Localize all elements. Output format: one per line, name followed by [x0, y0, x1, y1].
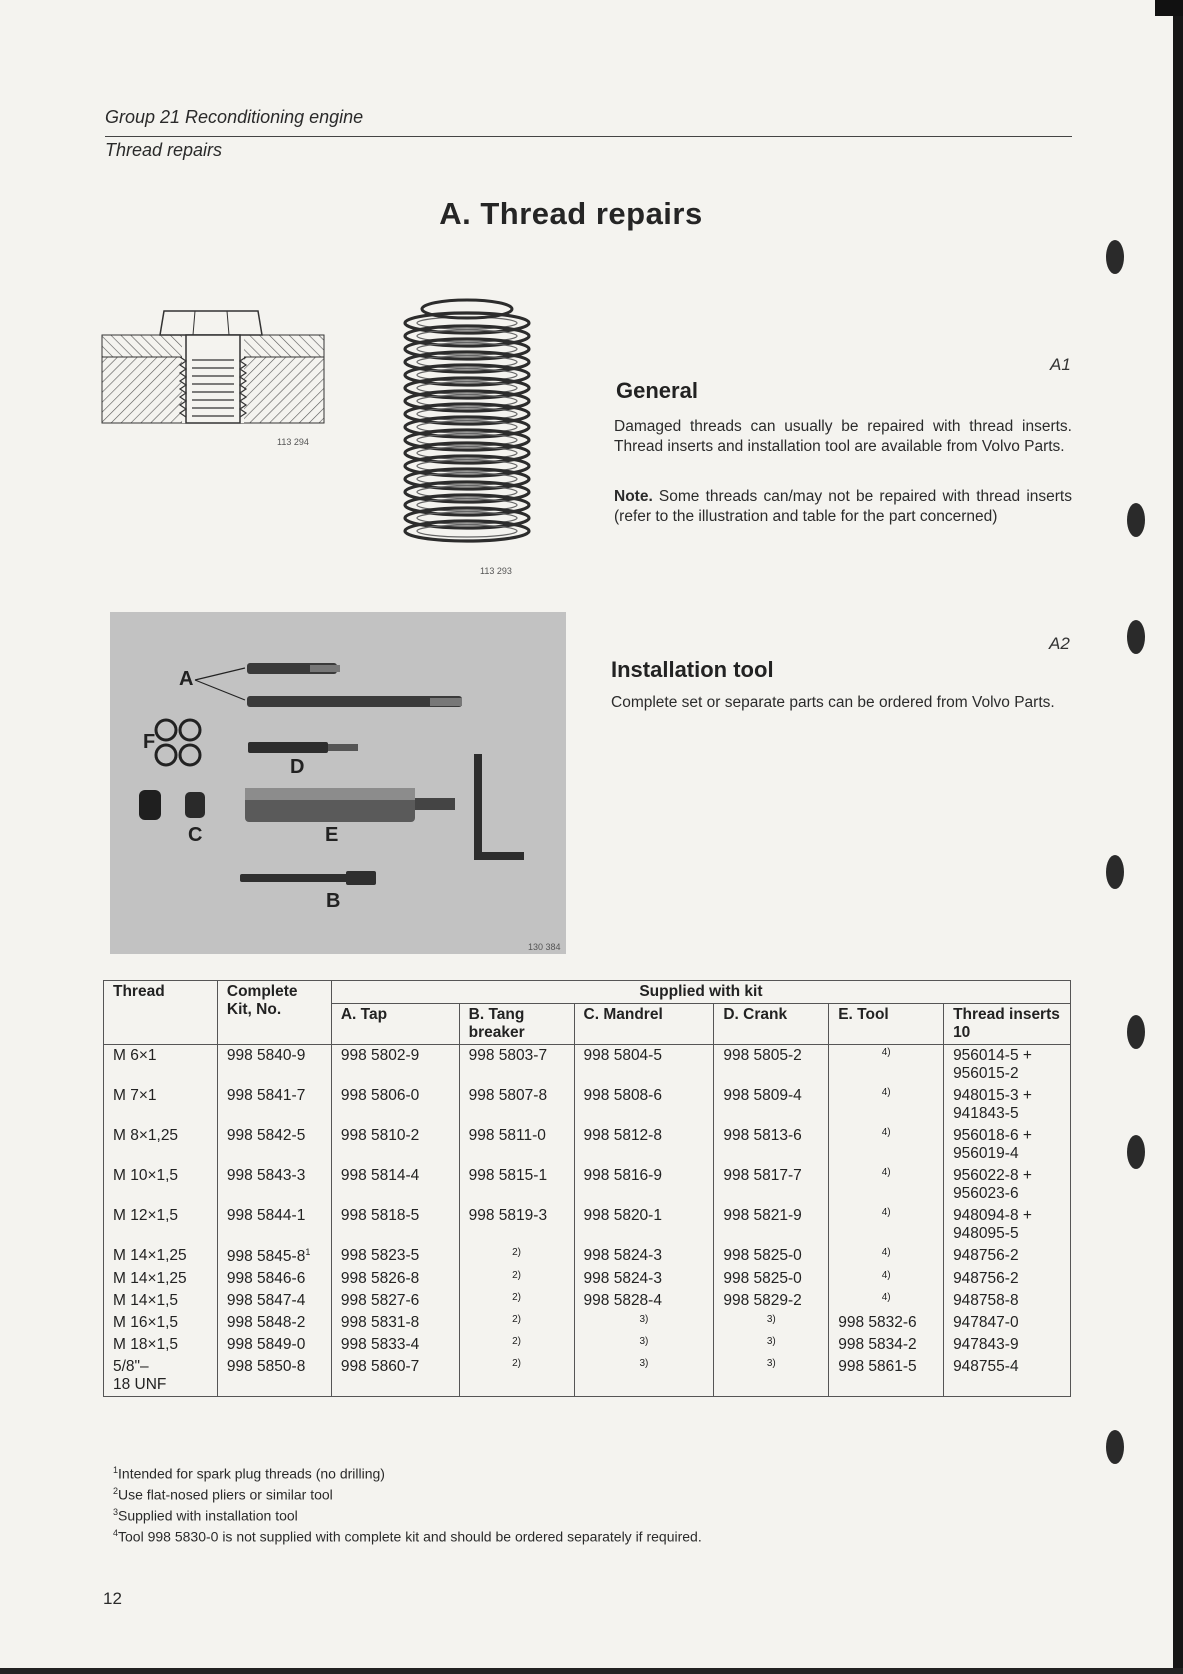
cell-thread [104, 1125, 218, 1165]
insert-part: 947847-0 [953, 1314, 1019, 1332]
cell-crank [714, 1356, 829, 1397]
cell-crank [714, 1205, 829, 1245]
table-row [104, 1312, 1071, 1334]
table-row [104, 1268, 1071, 1290]
cell-tap [331, 1165, 459, 1205]
section-code-a2: A2 [1049, 634, 1070, 653]
cell-kit [217, 1356, 331, 1397]
cell-value: 2) [512, 1247, 522, 1258]
cell-kit [217, 1334, 331, 1356]
cell-value: M 18×1,5 [113, 1336, 179, 1354]
cell-tang [459, 1205, 574, 1245]
figure-number-bolt: 113 294 [277, 437, 309, 447]
binder-hole [1127, 1135, 1145, 1169]
insert-part: 956014-5 + [953, 1047, 1032, 1064]
footnote-3-mark: 3 [113, 1507, 119, 1517]
cell-thread [104, 1290, 218, 1312]
cell-value: 998 5826-8 [340, 1270, 420, 1288]
cell-tang [459, 1085, 574, 1125]
cell-kit [217, 1268, 331, 1290]
binder-hole [1106, 1430, 1124, 1464]
cell-value: 998 5809-4 [723, 1087, 802, 1104]
cell-tang [459, 1312, 574, 1334]
footnote-2-mark: 2 [113, 1486, 119, 1496]
coil-insert-illustration [392, 295, 542, 560]
figure-number-coil: 113 293 [480, 566, 512, 576]
cell-value: 998 5810-2 [340, 1127, 420, 1144]
cell-value: 998 5815-1 [468, 1167, 548, 1184]
cell-value: 998 5817-7 [723, 1167, 802, 1184]
cell-tap [331, 1268, 459, 1290]
cell-thread [104, 1205, 218, 1245]
binder-hole [1106, 240, 1124, 274]
cell-tool [829, 1268, 944, 1290]
page-edge-corner [1155, 0, 1183, 16]
note-label: Note. [614, 488, 653, 505]
cell-mandrel [574, 1165, 714, 1205]
cell-tool [829, 1045, 944, 1086]
header-tang-breaker: B. Tang breaker [459, 1004, 574, 1045]
cell-value: 998 5807-8 [468, 1087, 548, 1104]
cell-value: 998 5823-5 [340, 1247, 420, 1264]
cell-value: 998 5840-9 [226, 1047, 306, 1064]
cell-tap [331, 1085, 459, 1125]
thread-kit-table [103, 980, 1071, 1397]
cell-mandrel [574, 1268, 714, 1290]
insert-part: 948094-8 + [953, 1207, 1032, 1224]
cell-value: 998 5802-9 [340, 1047, 420, 1064]
header-crank: D. Crank [714, 1004, 829, 1045]
cell-kit [217, 1045, 331, 1086]
table-row [104, 1245, 1071, 1268]
insert-part: 956018-6 + [953, 1127, 1032, 1144]
cell-value: 998 5813-6 [723, 1127, 802, 1144]
insert-part: 941843-5 [953, 1105, 1019, 1122]
cell-kit [217, 1165, 331, 1205]
cell-tang [459, 1245, 574, 1268]
cell-tang [459, 1165, 574, 1205]
cell-tool [829, 1165, 944, 1205]
cell-tang [459, 1334, 574, 1356]
cell-value: 998 5828-4 [583, 1292, 662, 1310]
cell-tap [331, 1245, 459, 1268]
cell-mandrel [574, 1085, 714, 1125]
cell-value: 998 5844-1 [226, 1207, 306, 1224]
footnote-2 [113, 1486, 333, 1503]
cell-thread [104, 1334, 218, 1356]
cell-value: 998 5833-4 [340, 1336, 420, 1354]
footnote-3 [113, 1507, 298, 1524]
insert-part: 956022-8 + [953, 1167, 1032, 1184]
cell-value: 998 5841-7 [226, 1087, 306, 1104]
cell-tool [829, 1085, 944, 1125]
cell-value: 998 5825-0 [723, 1247, 802, 1264]
cell-crank [714, 1165, 829, 1205]
cell-kit [217, 1312, 331, 1334]
cell-kit [217, 1245, 331, 1268]
cell-value: 2) [512, 1270, 522, 1282]
footnote-2-text: Use flat-nosed pliers or similar tool [118, 1486, 333, 1503]
thread-line: 5/8"– [113, 1358, 149, 1376]
section-code-a1: A1 [1050, 355, 1071, 374]
cell-tap [331, 1290, 459, 1312]
cell-thread [104, 1312, 218, 1334]
insert-part: 947843-9 [953, 1336, 1019, 1354]
cell-inserts [944, 1205, 1071, 1245]
cell-inserts [944, 1334, 1071, 1356]
cell-inserts [944, 1245, 1071, 1268]
cell-value: M 14×1,25 [113, 1270, 187, 1288]
cell-crank [714, 1125, 829, 1165]
footnote-3-text: Supplied with installation tool [118, 1507, 298, 1524]
note-text: Some threads can/may not be repaired with thread inserts (refer to the illustration and table for the part concerned) [614, 488, 1072, 525]
table-row [104, 1290, 1071, 1312]
cell-tap [331, 1334, 459, 1356]
cell-mandrel [574, 1312, 714, 1334]
cell-inserts [944, 1045, 1071, 1086]
cell-value: 998 5818-5 [340, 1207, 420, 1224]
cell-tool [829, 1334, 944, 1356]
table-row [104, 1334, 1071, 1356]
cell-value: M 14×1,5 [113, 1292, 179, 1310]
tool-kit-photo [110, 612, 566, 954]
cell-value: 998 5806-0 [340, 1087, 420, 1104]
general-body: Damaged threads can usually be repaired with thread inserts. Thread inserts and installation tool are available from Volvo Parts. [614, 418, 1072, 455]
thread-line: 18 UNF [113, 1376, 167, 1394]
page-number: 12 [103, 1589, 122, 1608]
page-bottom-edge [0, 1668, 1183, 1674]
cell-crank [714, 1290, 829, 1312]
cell-value: 998 5824-3 [583, 1247, 662, 1264]
cell-inserts [944, 1356, 1071, 1397]
cell-value: 998 5832-6 [838, 1314, 917, 1332]
cell-value: M 14×1,25 [113, 1247, 187, 1264]
general-note [614, 487, 1072, 527]
cell-mandrel [574, 1125, 714, 1165]
figure-number-photo: 130 384 [528, 942, 561, 952]
cell-value: 998 5819-3 [468, 1207, 548, 1224]
cell-thread [104, 1045, 218, 1086]
footnote-1-text: Intended for spark plug threads (no drilling) [118, 1465, 385, 1482]
cell-value: 4) [881, 1087, 891, 1098]
insert-part: 956019-4 [953, 1145, 1019, 1162]
cell-inserts [944, 1085, 1071, 1125]
cell-crank [714, 1334, 829, 1356]
cell-thread [104, 1085, 218, 1125]
cell-tap [331, 1045, 459, 1086]
cell-value: M 8×1,25 [113, 1127, 179, 1144]
table-row [104, 1165, 1071, 1205]
photo-label-f: F [143, 731, 156, 753]
photo-label-e: E [325, 824, 339, 846]
cell-value: 998 5803-7 [468, 1047, 548, 1064]
header-complete-kit: Complete Kit, No. [217, 981, 331, 1045]
cell-value: 998 5843-3 [226, 1167, 306, 1184]
binder-hole [1127, 620, 1145, 654]
header-thread: Thread [104, 981, 218, 1045]
table-row [104, 1085, 1071, 1125]
table-row [104, 1045, 1071, 1086]
header-mandrel: C. Mandrel [574, 1004, 714, 1045]
cell-tap [331, 1125, 459, 1165]
header-tool: E. Tool [829, 1004, 944, 1045]
cell-kit [217, 1205, 331, 1245]
page-title: A. Thread repairs [439, 196, 703, 231]
cell-tool [829, 1125, 944, 1165]
insert-part: 948015-3 + [953, 1087, 1032, 1104]
cell-value: M 10×1,5 [113, 1167, 179, 1184]
cell-kit [217, 1290, 331, 1312]
insert-part: 956015-2 [953, 1065, 1019, 1082]
cell-value: 998 5825-0 [723, 1270, 802, 1288]
section-title-general: General [616, 378, 698, 403]
table-body [104, 1045, 1071, 1397]
cell-inserts [944, 1312, 1071, 1334]
binder-hole [1127, 503, 1145, 537]
cell-value: 4) [881, 1127, 891, 1138]
cell-value: 998 5845-8 [226, 1248, 306, 1266]
cell-value: 2) [512, 1292, 522, 1304]
cell-value: 2) [512, 1358, 522, 1370]
header-thread-inserts: Thread inserts 10 [944, 1004, 1071, 1045]
cell-value: 3) [639, 1314, 649, 1326]
cell-crank [714, 1245, 829, 1268]
insert-part: 948755-4 [953, 1358, 1019, 1376]
cell-value: 3) [766, 1358, 776, 1370]
insert-part: 948756-2 [953, 1247, 1019, 1264]
cell-value: 4) [881, 1167, 891, 1178]
cell-value: 4) [881, 1047, 891, 1058]
coil-tang [422, 300, 512, 318]
cell-value: 3) [766, 1336, 776, 1348]
page-edge [1173, 0, 1183, 1674]
cell-tap [331, 1205, 459, 1245]
cell-value: 998 5816-9 [583, 1167, 662, 1184]
cell-tang [459, 1268, 574, 1290]
cell-crank [714, 1045, 829, 1086]
cell-value: M 12×1,5 [113, 1207, 179, 1224]
cell-value: 998 5842-5 [226, 1127, 306, 1144]
cell-value: 998 5831-8 [340, 1314, 420, 1332]
cell-kit [217, 1125, 331, 1165]
table-row [104, 1125, 1071, 1165]
cell-value: 998 5829-2 [723, 1292, 802, 1310]
insert-part: 956023-6 [953, 1185, 1019, 1202]
footnote-4-mark: 4 [113, 1528, 119, 1538]
cell-crank [714, 1268, 829, 1290]
section-title-installation-tool: Installation tool [611, 657, 774, 682]
cell-value: M 6×1 [113, 1047, 157, 1064]
header-tap: A. Tap [331, 1004, 459, 1045]
photo-label-a: A [179, 668, 194, 690]
cell-value: 998 5848-2 [226, 1314, 306, 1332]
photo-label-c: C [188, 824, 203, 846]
cell-tang [459, 1045, 574, 1086]
footnote-1-mark: 1 [113, 1465, 119, 1475]
cell-mandrel [574, 1334, 714, 1356]
cell-tang [459, 1290, 574, 1312]
cell-thread [104, 1245, 218, 1268]
cell-value: 998 5834-2 [838, 1336, 917, 1354]
insert-part: 948756-2 [953, 1270, 1019, 1288]
cell-value: 2) [512, 1314, 522, 1326]
insert-part: 948095-5 [953, 1225, 1019, 1242]
cell-value: M 16×1,5 [113, 1314, 179, 1332]
cell-inserts [944, 1125, 1071, 1165]
cell-tool [829, 1290, 944, 1312]
cell-value: 998 5850-8 [226, 1358, 306, 1376]
cell-value: 998 5846-6 [226, 1270, 306, 1288]
cell-tang [459, 1125, 574, 1165]
cell-value: 998 5808-6 [583, 1087, 662, 1104]
cell-mandrel [574, 1045, 714, 1086]
cell-value: 4) [881, 1270, 891, 1282]
cell-value: 4) [881, 1247, 891, 1258]
cell-inserts [944, 1290, 1071, 1312]
table-row [104, 1205, 1071, 1245]
cell-kit [217, 1085, 331, 1125]
cell-tang [459, 1356, 574, 1397]
cell-value: 4) [881, 1207, 891, 1218]
footnote-1 [113, 1465, 385, 1482]
cell-value: 2) [512, 1336, 522, 1348]
binder-hole [1106, 855, 1124, 889]
cell-tap [331, 1356, 459, 1397]
cell-value: 998 5861-5 [838, 1358, 917, 1376]
cell-tool [829, 1312, 944, 1334]
cell-value: 998 5824-3 [583, 1270, 662, 1288]
cell-value: 998 5805-2 [723, 1047, 802, 1064]
header-section: Thread repairs [105, 140, 223, 160]
cell-mandrel [574, 1245, 714, 1268]
table-row [104, 1356, 1071, 1397]
cell-value: 998 5820-1 [583, 1207, 662, 1224]
cell-crank [714, 1312, 829, 1334]
cell-value: 998 5847-4 [226, 1292, 306, 1310]
cell-thread [104, 1165, 218, 1205]
cell-tool [829, 1356, 944, 1397]
bolt-illustration [100, 295, 330, 445]
cell-tap [331, 1312, 459, 1334]
binder-hole [1127, 1015, 1145, 1049]
header-supplied-with-kit: Supplied with kit [331, 981, 1070, 1004]
cell-value: 998 5814-4 [340, 1167, 420, 1184]
cell-value: 998 5827-6 [340, 1292, 420, 1310]
cell-value: 998 5860-7 [340, 1358, 420, 1376]
cell-crank [714, 1085, 829, 1125]
cell-value: 998 5811-0 [468, 1127, 546, 1144]
cell-value: 3) [639, 1358, 649, 1370]
insert-part: 948758-8 [953, 1292, 1019, 1310]
header-group: Group 21 Reconditioning engine [105, 107, 364, 127]
installation-body: Complete set or separate parts can be ordered from Volvo Parts. [611, 694, 1055, 711]
cell-value: 4) [881, 1292, 891, 1304]
cell-thread [104, 1268, 218, 1290]
cell-mandrel [574, 1205, 714, 1245]
cell-value: 998 5804-5 [583, 1047, 662, 1064]
footnote-4-text: Tool 998 5830-0 is not supplied with complete kit and should be ordered separately if required. [118, 1528, 702, 1545]
cell-mandrel [574, 1356, 714, 1397]
footnote-4 [113, 1528, 702, 1545]
cell-tool [829, 1205, 944, 1245]
cell-inserts [944, 1268, 1071, 1290]
photo-label-b: B [326, 890, 341, 912]
cell-value: 998 5849-0 [226, 1336, 306, 1354]
footnote-ref: 1 [305, 1247, 311, 1257]
cell-value: M 7×1 [113, 1087, 157, 1104]
cell-tool [829, 1245, 944, 1268]
header-rule [105, 136, 1072, 137]
cell-value: 3) [639, 1336, 649, 1348]
cell-value: 998 5812-8 [583, 1127, 662, 1144]
cell-mandrel [574, 1290, 714, 1312]
cell-value: 3) [766, 1314, 776, 1326]
cell-thread [104, 1356, 218, 1397]
cell-value: 998 5821-9 [723, 1207, 802, 1224]
photo-label-d: D [290, 756, 305, 778]
cell-inserts [944, 1165, 1071, 1205]
